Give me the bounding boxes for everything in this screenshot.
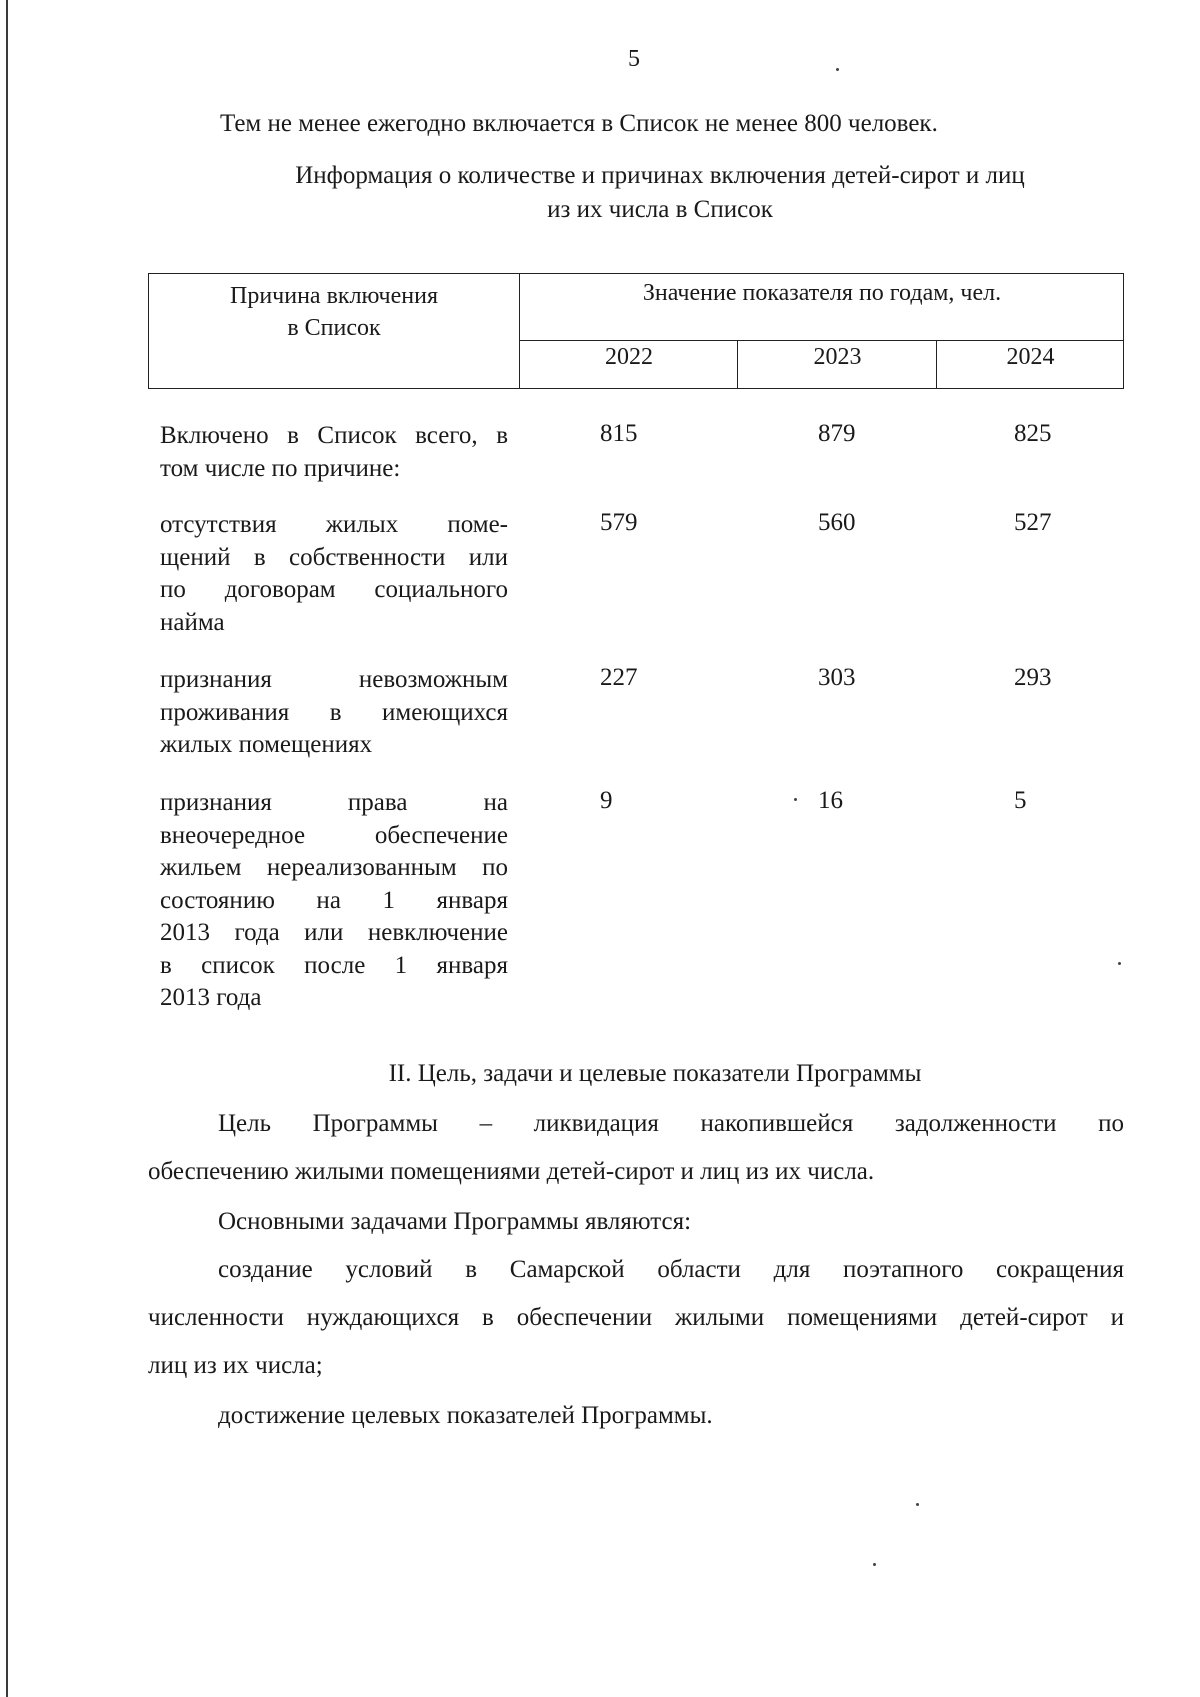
row-label-line: 2013 года или невключение xyxy=(160,919,508,946)
row-label-line: признания права на xyxy=(160,789,508,816)
row-impossible-2022: 227 xyxy=(600,664,638,691)
goal-line-1: Цель Программы – ликвидация накопившейся задолженности по xyxy=(218,1110,1124,1137)
table-header xyxy=(148,273,1124,389)
tasks-intro-line: Основными задачами Программы являются: xyxy=(218,1208,692,1235)
goal-line-2: обеспечению жилыми помещениями детей-сирот и лиц из их числа. xyxy=(148,1158,875,1185)
row-priority-2023: 16 xyxy=(818,787,843,814)
caption-line-1: Информация о количестве и причинах включения детей-сирот и лиц xyxy=(295,162,1025,189)
row-priority-2024: 5 xyxy=(1014,787,1027,814)
header-year-2024: 2024 xyxy=(1006,344,1055,370)
row-label-line: жильем нереализованным по xyxy=(160,854,508,881)
task-2 xyxy=(148,1402,1124,1430)
task-1-end xyxy=(148,1352,1124,1380)
row-total-2022: 815 xyxy=(600,420,638,447)
row-label-line: жилых помещениях xyxy=(160,731,373,758)
header-year-2023: 2023 xyxy=(813,344,862,370)
task-1-line-1: создание условий в Самарской области для поэтапного сокращения xyxy=(218,1256,1124,1283)
table-caption xyxy=(230,159,1090,227)
section-title: II. Цель, задачи и целевые показатели Программы xyxy=(388,1060,922,1087)
header-reason-line-1: Причина включения xyxy=(229,283,439,309)
scan-edge xyxy=(6,0,8,1697)
header-divider xyxy=(936,341,937,388)
row-total-2024: 825 xyxy=(1014,420,1052,447)
row-no-housing-label xyxy=(160,509,508,639)
row-no-housing-2023: 560 xyxy=(818,509,856,536)
scan-speck xyxy=(916,1503,919,1506)
task-1-line-3: лиц из их числа; xyxy=(148,1352,323,1379)
task-1-line-2: численности нуждающихся в обеспечении жилыми помещениями детей-сирот и xyxy=(148,1304,1124,1331)
tasks-intro xyxy=(148,1208,1124,1236)
row-impossible-2023: 303 xyxy=(818,664,856,691)
scan-speck xyxy=(836,68,839,71)
row-impossible-label xyxy=(160,664,508,762)
task-1-cont xyxy=(148,1304,1124,1332)
scan-speck xyxy=(794,798,797,801)
page-number: 5 xyxy=(628,46,640,72)
row-impossible-2024: 293 xyxy=(1014,664,1052,691)
row-label-line: внеочередное обеспечение xyxy=(160,821,508,849)
caption-line-2: из их числа в Список xyxy=(547,196,773,223)
row-label-line: по договорам социального xyxy=(160,576,508,603)
row-label-line: Включено в Список всего, в xyxy=(160,422,508,449)
header-year-2022: 2022 xyxy=(605,344,653,370)
header-divider xyxy=(519,340,1123,341)
row-no-housing-2022: 579 xyxy=(600,509,638,536)
header-divider xyxy=(519,274,520,388)
header-values: Значение показателя по годам, чел. xyxy=(642,280,1002,306)
row-priority-2022: 9 xyxy=(600,787,613,814)
row-label-line: проживания в имеющихся xyxy=(160,698,508,726)
row-no-housing-2024: 527 xyxy=(1014,509,1052,536)
scan-speck xyxy=(1118,962,1121,965)
row-label-line: состоянию на 1 января xyxy=(160,886,508,914)
row-label-line: щений в собственности или xyxy=(160,543,508,571)
row-total-2023: 879 xyxy=(818,420,856,447)
row-label-line: признания невозможным xyxy=(160,666,508,693)
row-label-line: 2013 года xyxy=(160,984,262,1011)
header-divider xyxy=(737,341,738,388)
header-reason xyxy=(149,280,519,344)
row-total-label xyxy=(160,420,508,485)
row-label-line: в список после 1 января xyxy=(160,951,508,979)
goal-paragraph-cont xyxy=(148,1158,1124,1186)
row-label-line: том числе по причине: xyxy=(160,454,401,482)
header-reason-line-2: в Список xyxy=(287,315,381,341)
intro-sentence: Тем не менее ежегодно включается в Список не менее 800 человек. xyxy=(220,110,938,137)
goal-paragraph xyxy=(148,1110,1124,1138)
row-label-line: найма xyxy=(160,608,225,636)
scan-speck xyxy=(873,1563,876,1566)
row-label-line: отсутствия жилых поме- xyxy=(160,511,508,538)
row-priority-label xyxy=(160,787,508,1015)
task-2-line: достижение целевых показателей Программы. xyxy=(218,1402,713,1429)
task-1 xyxy=(148,1256,1124,1284)
